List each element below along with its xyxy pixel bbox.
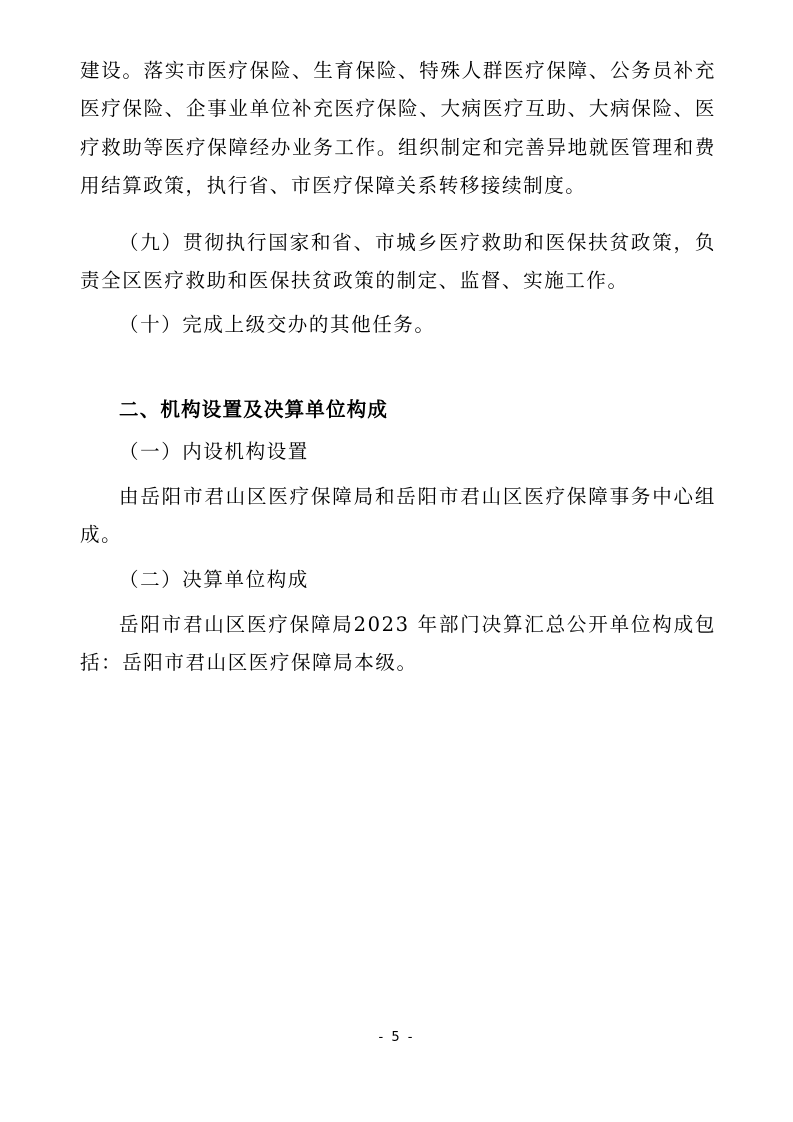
- paragraph-continuation: 建设。落实市医疗保险、生育保险、特殊人群医疗保障、公务员补充医疗保险、企事业单位补充医疗保险、大病医疗互助、大病保险、医疗救助等医疗保障经办业务工作。组织制定和完善异地就医管理和费用结算政策，执行省、市医疗保障关系转移接续制度。: [80, 59, 716, 197]
- subsection-one-heading: （一）内设机构设置: [119, 440, 309, 463]
- paragraph-item-ten: （十）完成上级交办的其他任务。: [119, 313, 436, 336]
- paragraph-item-nine: （九）贯彻执行国家和省、市城乡医疗救助和医保扶贫政策，负责全区医疗救助和医保扶贫政策的制定、监督、实施工作。: [80, 231, 716, 293]
- page-number: - 5 -: [378, 1030, 415, 1045]
- subsection-two-text: 岳阳市君山区医疗保障局2023 年部门决算汇总公开单位构成包括：岳阳市君山区医疗保障局本级。: [80, 613, 716, 675]
- subsection-one-text: 由岳阳市君山区医疗保障局和岳阳市君山区医疗保障事务中心组成。: [80, 485, 716, 547]
- section-two-heading: 二、机构设置及决算单位构成: [119, 398, 389, 421]
- subsection-two-heading: （二）决算单位构成: [119, 568, 309, 591]
